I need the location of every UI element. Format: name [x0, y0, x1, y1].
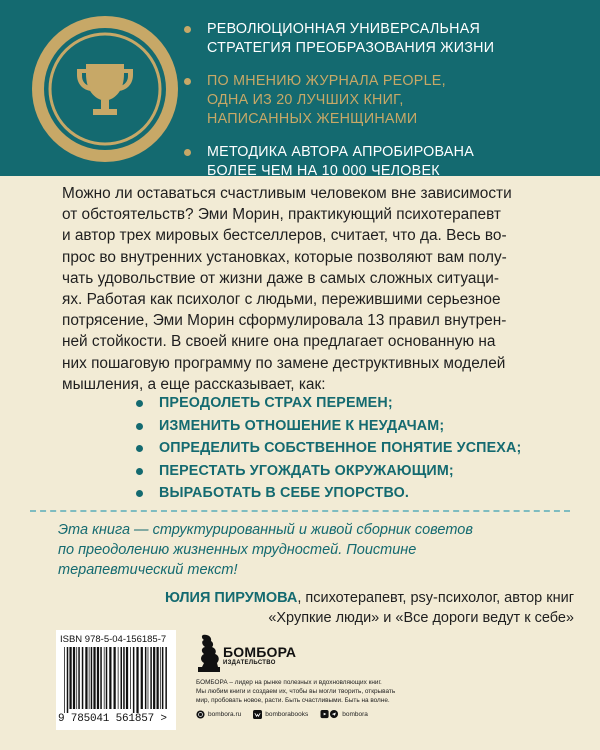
barcode [62, 647, 172, 713]
isbn-label: ISBN 978-5-04-156185-7 [60, 634, 167, 645]
publisher-blurb: БОМБОРА – лидер на рынке полезных и вдохновляющих книг. Мы любим книги и создаем их, чтобы вы могли творить, открывать мир, пробовать новое, расти. Быть счастливыми. Быть на волне. [196, 679, 396, 704]
barcode-bar [76, 647, 77, 709]
description-line: от обстоятельств? Эми Морин, практикующий психотерапевт [62, 206, 501, 224]
barcode-bar [100, 647, 102, 709]
book-description [62, 183, 568, 395]
barcode-bar [89, 647, 90, 709]
barcode-bar [126, 647, 128, 709]
barcode-bar [141, 647, 143, 709]
barcode-bar [150, 647, 152, 709]
barcode-bar [109, 647, 111, 709]
vk-icon [253, 710, 262, 719]
barcode-bar [91, 647, 93, 709]
quote-author [78, 588, 574, 628]
barcode-bar [165, 647, 167, 709]
description-line: ней стойкости. В своей книге она предлагает основанную на [62, 333, 496, 351]
checklist-item: ИЗМЕНИТЬ ОТНОШЕНИЕ К НЕУДАЧАМ; [136, 415, 576, 438]
bullet-dot [184, 149, 191, 156]
barcode-bar [97, 647, 99, 709]
barcode-bar [82, 647, 84, 709]
isbn-barcode-block [56, 630, 176, 730]
social-link-vk[interactable]: bomborabooks [253, 710, 308, 719]
bullet-dot [184, 78, 191, 85]
barcode-bar [162, 647, 164, 709]
bullet-dot [136, 423, 143, 430]
trophy-badge [30, 14, 180, 164]
barcode-bar [123, 647, 125, 709]
publisher-name: БОМБОРА [223, 644, 297, 660]
social-link-website[interactable]: bombora.ru [196, 710, 241, 719]
barcode-bar [148, 647, 149, 709]
checklist-item: ВЫРАБОТАТЬ В СЕБЕ УПОРСТВО. [136, 482, 576, 505]
barcode-bar [153, 647, 155, 709]
highlight-item: ПО МНЕНИЮ ЖУРНАЛА PEOPLE, ОДНА ИЗ 20 ЛУЧШИХ КНИГ, НАПИСАННЫХ ЖЕНЩИНАМИ [184, 72, 584, 129]
dashed-divider [30, 510, 570, 512]
description-line: чать удовольствие от жизни даже в самых сложных ситуаци- [62, 269, 499, 287]
publisher-socials [196, 710, 436, 719]
bullet-dot [184, 26, 191, 33]
bombora-logo-icon [196, 633, 222, 673]
description-line: ях. Работая как психолог с людьми, пережившими серьезное [62, 291, 501, 309]
author-books: «Хрупкие люди» и «Все дороги ведут к себе» [268, 610, 574, 626]
barcode-bar [67, 647, 69, 713]
barcode-bar [69, 647, 71, 709]
highlight-item: МЕТОДИКА АВТОРА АПРОБИРОВАНА БОЛЕЕ ЧЕМ НА 10 000 ЧЕЛОВЕК [184, 143, 584, 181]
barcode-bar [73, 647, 75, 709]
barcode-bar [121, 647, 123, 709]
barcode-bar [160, 647, 161, 709]
bullet-dot [136, 445, 143, 452]
description-line: потрясение, Эми Морин сформулировала 13 правил внутрен- [62, 312, 507, 330]
social-icons [320, 710, 339, 719]
checklist [136, 392, 576, 505]
barcode-bar [78, 647, 80, 709]
barcode-bar [64, 647, 65, 713]
publisher-subtitle: ИЗДАТЕЛЬСТВО [223, 660, 276, 666]
social-link-messengers[interactable]: bombora [320, 710, 368, 719]
author-description: , психотерапевт, psy-психолог, автор книг [297, 590, 574, 606]
description-line: них пошаговую программу по замене деструктивных моделей [62, 354, 506, 372]
barcode-bar [133, 647, 135, 713]
highlights-list [184, 20, 584, 195]
description-line: прос во внутренних установках, которые позволяют вам полу- [62, 248, 507, 266]
checklist-item: ПРЕОДОЛЕТЬ СТРАХ ПЕРЕМЕН; [136, 392, 576, 415]
globe-icon [196, 710, 205, 719]
highlight-item: РЕВОЛЮЦИОННАЯ УНИВЕРСАЛЬНАЯ СТРАТЕГИЯ ПРЕОБРАЗОВАНИЯ ЖИЗНИ [184, 20, 584, 58]
bullet-dot [136, 400, 143, 407]
review-quote: Эта книга — структурированный и живой сборник советов по преодолению жизненных трудностей. Поистине терапевтический текст! [58, 522, 473, 578]
barcode-bar [145, 647, 147, 709]
barcode-bar [85, 647, 87, 709]
description-line: и автор трех мировых бестселлеров, считает, что да. Весь во- [62, 227, 507, 245]
barcode-bar [118, 647, 119, 709]
bullet-dot [136, 490, 143, 497]
barcode-bar [136, 647, 138, 713]
bullet-dot [136, 468, 143, 475]
barcode-bar [93, 647, 95, 709]
barcode-bar [114, 647, 116, 709]
checklist-item: ОПРЕДЕЛИТЬ СОБСТВЕННОЕ ПОНЯТИЕ УСПЕХА; [136, 437, 576, 460]
barcode-bar [104, 647, 105, 709]
author-name: ЮЛИЯ ПИРУМОВА [164, 590, 298, 606]
barcode-bar [157, 647, 159, 709]
description-line: мышления, а еще рассказывает, как: [62, 375, 326, 393]
checklist-item: ПЕРЕСТАТЬ УГОЖДАТЬ ОКРУЖАЮЩИМ; [136, 460, 576, 483]
isbn-digits: 9 785041 561857 > [58, 713, 167, 725]
description-line: Можно ли оставаться счастливым человеком вне зависимости [62, 185, 512, 202]
barcode-bar [106, 647, 108, 709]
barcode-bar [130, 647, 131, 709]
